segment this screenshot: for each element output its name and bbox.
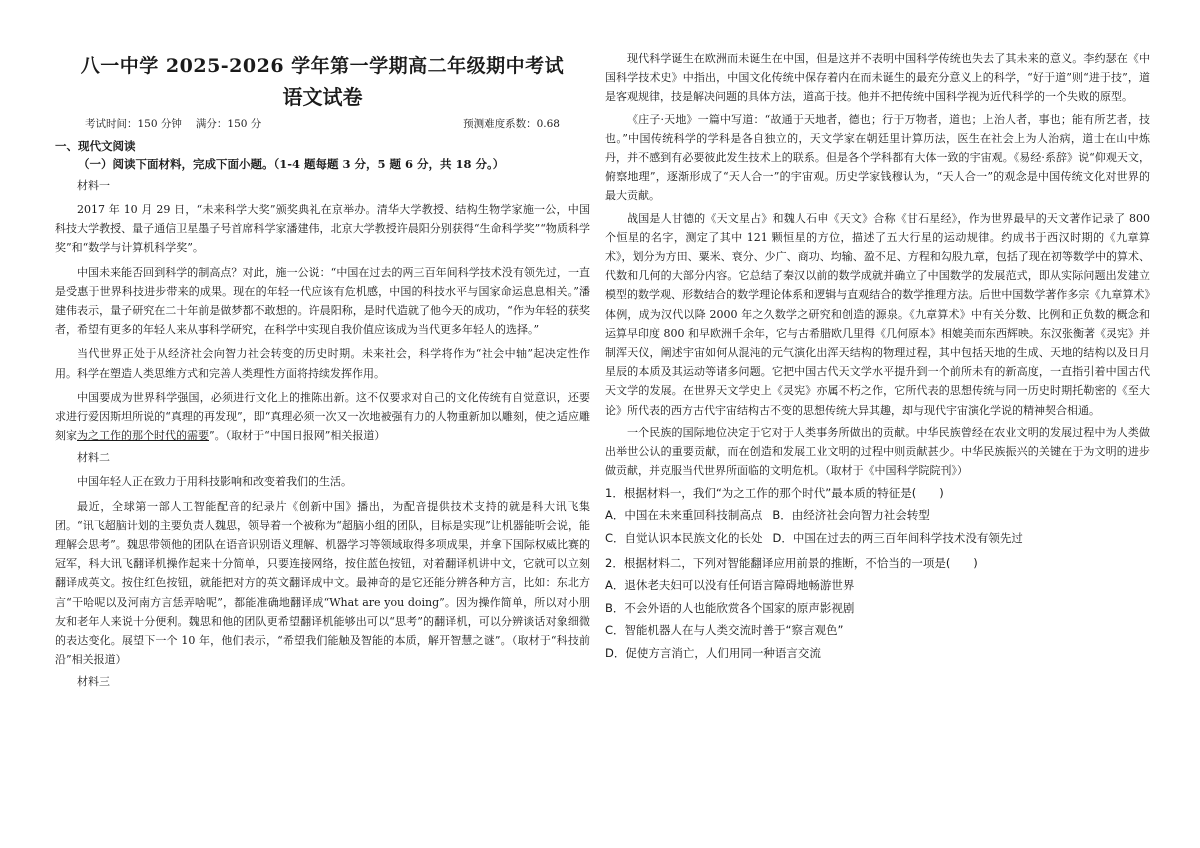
material2-paragraph: 中国年轻人正在致力于用科技影响和改变着我们的生活。 xyxy=(77,475,352,489)
material3-paragraph: 一个民族的国际地位决定于它对于人类事务所做出的贡献。中华民族曾经在农业文明的发展过程中为人类做出举世公认的重要贡献，而在创造和发展工业文明的过程中则贡献甚少。中华民族振兴的关键在于为文明的进步做贡献，并克服当代世界所面临的文明危机。（取材于《中国科学院院刊》） xyxy=(605,425,1150,478)
question-2-option-d[interactable]: D．促使方言消亡，人们用同一种语言交流 xyxy=(605,645,821,660)
question-1-option-a[interactable]: A．中国在未来重回科技制高点 xyxy=(605,508,763,523)
section-instruction: （一）阅读下面材料，完成下面小题。（1-4 题每题 3 分，5 题 6 分，共 18 分。） xyxy=(78,157,505,171)
material1-paragraph: 中国未来能否回到科学的制高点？对此，施一公说：“中国在过去的两三百年间科学技术没有领先过，一直是受惠于世界科技进步带来的成果。现在的年轻一代应该有危机感，中国的科技水平与国家命运息息相关。”潘建伟表示，量子研究在二十年前是做梦都不敢想的。许晨阳称，是时代造就了他今天的成功，“作为年轻的获奖者，希望有更多的年轻人来从事科学研究，在科学中实现自我价值应该成为当代更多年轻人的选择。” xyxy=(55,265,590,337)
question-2-stem: 2．根据材料二，下列对智能翻译应用前景的推断，不恰当的一项是( ) xyxy=(605,556,978,571)
left-column xyxy=(55,0,590,691)
material1-paragraph: 2017 年 10 月 29 日，“未来科学大奖”颁奖典礼在京举办。清华大学教授、结构生物学家施一公，中国科技大学教授、量子通信卫星墨子号首席科学家潘建伟，北京大学教授许晨阳分别获得“生命科学奖”“物质科学奖”和“数学与计算机科学奖”。 xyxy=(55,203,590,255)
material1-paragraph xyxy=(55,388,590,446)
difficulty: 预测难度系数：0.68 xyxy=(463,118,560,130)
material2-paragraph: 最近，全球第一部人工智能配音的纪录片《创新中国》播出，为配音提供技术支持的就是科大讯飞集团。“讯飞超脑计划的主要负责人魏思，领导着一个被称为“超脑小组的团队，目标是实现”让机器能听会说，能理解会思考”。魏思带领他的团队在语音识别语义理解、机器学习等领域取得多项成果，并拿下国际权威比赛的冠军，科大讯飞翻译机操作起来十分简单，只要连接网络，按住蓝色按钮，对着翻译机讲中文，它就可以立刻翻译成英文。按住红色按钮，就能把对方的英文翻译成中文。最神奇的是它还能分辨各种方言，比如：东北方言“干哈呢以及河南方言恁弄啥呢”，都能准确地翻译成“What are you doing”。因为操作简单，所以对小朋友和老年人来说十分便利。魏思和他的团队更希望翻译机能够出可以“思考”的翻译机，可以分辨谈话对象细微的表达变化。展望下一个 10 年，他们表示，“希望我们能触及智能的本质，解开智慧之谜”。（取材于“科技前沿”相关报道） xyxy=(55,499,590,667)
question-1-option-c[interactable]: C．自觉认识本民族文化的长处 xyxy=(605,531,763,546)
exam-info xyxy=(55,116,590,132)
question-1-options-row xyxy=(605,527,1150,550)
right-column xyxy=(605,0,1150,664)
full-score: 满分：150 分 xyxy=(195,118,262,130)
material3-paragraph: 现代科学诞生在欧洲而未诞生在中国，但是这并不表明中国科学传统也失去了其未来的意义。李约瑟在《中国科学技术史》中指出，中国文化传统中保存着内在而未诞生的最充分意义上的科学，“好于道”则“进于技”，道是客观规律，技是解决问题的具体方法，道高于技。他并不把传统中国科学视为近代科学的一个失败的原型。 xyxy=(605,52,1150,104)
material1-text: 中国要成为世界科学强国，必须进行文化上的推陈出新。这不仅要求对自己的文化传统有自觉意识，还要求进行爱因斯坦所说的“真理的再发现”，即“真理必须一次又一次地被强有力的人物重新加以雕刻，使之适应雕刻家 xyxy=(55,390,590,443)
question-2-option-b[interactable]: B．不会外语的人也能欣赏各个国家的原声影视剧 xyxy=(605,600,855,615)
question-2-option-c[interactable]: C．智能机器人在与人类交流时善于“察言观色” xyxy=(605,623,844,638)
question-1-option-b[interactable]: B．由经济社会向智力社会转型 xyxy=(772,508,930,523)
exam-title: 八一中学 2025-2026 学年第一学期高二年级期中考试 xyxy=(80,55,565,77)
material1-label: 材料一 xyxy=(77,179,110,192)
exam-subtitle: 语文试卷 xyxy=(282,85,363,109)
question-1-options-row xyxy=(605,504,1150,527)
underlined-phrase: 为之工作的那个时代的需要 xyxy=(77,429,209,443)
question-1-stem: 1．根据材料一，我们“为之工作的那个时代”最本质的特征是( ) xyxy=(605,486,944,501)
question-1-option-d[interactable]: D．中国在过去的两三百年间科学技术没有领先过 xyxy=(772,531,1023,546)
exam-time: 考试时间：150 分钟 xyxy=(85,118,182,130)
question-2-option-a[interactable]: A．退休老夫妇可以没有任何语言障碍地畅游世界 xyxy=(605,578,855,593)
exam-header xyxy=(55,0,590,112)
material3-label: 材料三 xyxy=(77,675,110,689)
material3-paragraph: 战国是人甘德的《天文星占》和魏人石申《天文》合称《甘石星经》，作为世界最早的天文著作记录了 800 个恒星的名字，测定了其中 121 颗恒星的方位，描述了五大行星的运动规律。约成书于西汉时期的《九章算术》，划分为方田、粟米、衰分、少广、商功、均输、盈不足、方程和勾股九章，包括了现在初等数学中的算术、代数和几何的大部分内容。它总结了秦汉以前的数学成就并确立了中国数学的发展范式，即从实际问题出发建立模型的数学观、形数结合的数学理论体系和逻辑与直观结合的数学推理方法。后世中国数学著作多宗《九章算术》体例，成为汉代以降 2000 年之久数学之研究和创造的源泉。《九章算术》中有关分数、比例和正负数的概念和运算早印度 800 和早欧洲千余年，它与古希腊欧几里得《几何原本》相媲美而东西辉映。东汉张衡著《灵宪》并制浑天仪，阐述宇宙如何从混沌的元气演化出浑天结构的物理过程，其中包括天地的生成、天地的结构以及日月星辰的本质及其运动等诸多问题。它把中国古代天文学水平提升到一个前所未有的新高度，一直指引着中国古代天文学的发展。在世界天文学史上《灵宪》亦属不朽之作，它所代表的思想传统与同一历史时期托勒密的《至大论》所代表的西方古代宇宙结构古不变的思想传统大异其趣，却与现代宇宙演化学说的精神契合相通。 xyxy=(605,211,1150,417)
material2-label: 材料二 xyxy=(77,451,110,465)
material1-paragraph: 当代世界正处于从经济社会向智力社会转变的历史时期。未来社会，科学将作为“社会中轴”起决定性作用。科学在塑造人类思维方式和完善人类理性方面将持续发挥作用。 xyxy=(55,347,590,380)
exam-info-left xyxy=(85,116,261,132)
material1-source: ”。（取材于“中国日报网”相关报道） xyxy=(209,429,386,443)
material3-paragraph: 《庄子·天地》一篇中写道：“故通于天地者，德也；行于万物者，道也；上治人者，事也；能有所艺者，技也。”中国传统科学的学科是各自独立的，天文学家在朝廷里计算历法，医生在社会上为人治病，道士在山中炼丹，并不感到有必要彼此发生技术上的联系。但是各个学科都有大体一致的宇宙观。《易经·系辞》说“仰观天文，俯察地理”，逐渐形成了“天人合一”的宇宙观。历史学家钱穆认为，“天人合一”的观念是中国传统文化对世界的最大贡献。 xyxy=(605,112,1150,203)
section-heading: 一、现代文阅读 xyxy=(55,139,136,153)
